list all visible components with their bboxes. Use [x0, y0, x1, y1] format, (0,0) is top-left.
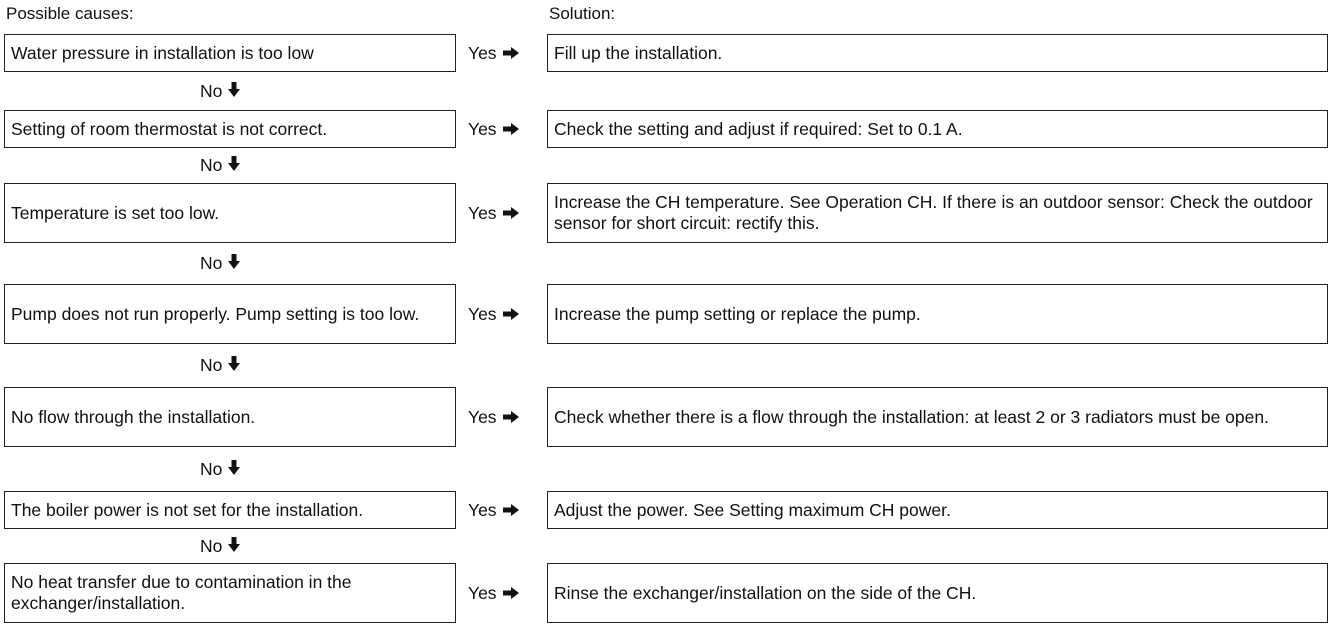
- yes-label: Yes: [468, 202, 497, 223]
- cause-text: Setting of room thermostat is not correct.: [11, 118, 328, 139]
- right-arrow-icon: [503, 203, 519, 224]
- no-connector: [200, 79, 240, 103]
- no-label: No: [200, 458, 223, 479]
- no-label: No: [200, 155, 223, 175]
- yes-label: Yes: [468, 406, 497, 427]
- right-arrow-icon: [503, 304, 519, 325]
- no-label: No: [200, 253, 223, 273]
- solution-text: Adjust the power. See Setting maximum CH power.: [554, 499, 951, 520]
- no-connector: [200, 154, 240, 178]
- solution-text: Increase the pump setting or replace the pump.: [554, 303, 921, 324]
- yes-label: Yes: [468, 303, 497, 324]
- solution-box: [547, 284, 1328, 344]
- solution-box: [547, 563, 1328, 623]
- yes-connector: [468, 491, 538, 529]
- yes-label: Yes: [468, 499, 497, 520]
- solution-text: Increase the CH temperature. See Operation CH. If there is an outdoor sensor: Check the outdoor sensor for short circuit: rectify this.: [554, 192, 1313, 233]
- yes-connector: [468, 563, 538, 623]
- no-connector: [200, 252, 240, 276]
- solution-box: [547, 110, 1328, 148]
- cause-box: [4, 563, 456, 623]
- yes-connector: [468, 34, 538, 72]
- down-arrow-icon: [228, 459, 240, 480]
- yes-label: Yes: [468, 42, 497, 63]
- no-connector: [200, 354, 240, 378]
- right-arrow-icon: [503, 500, 519, 521]
- right-arrow-icon: [503, 119, 519, 140]
- cause-box: [4, 284, 456, 344]
- yes-connector: [468, 183, 538, 243]
- yes-label: Yes: [468, 118, 497, 139]
- solution-box: [547, 387, 1328, 447]
- cause-text: The boiler power is not set for the installation.: [11, 499, 364, 520]
- solution-box: [547, 183, 1328, 243]
- down-arrow-icon: [228, 81, 240, 102]
- cause-box: [4, 34, 456, 72]
- right-arrow-icon: [503, 43, 519, 64]
- down-arrow-icon: [228, 355, 240, 376]
- down-arrow-icon: [228, 253, 240, 274]
- header-solution: Solution:: [549, 4, 616, 23]
- no-label: No: [200, 80, 223, 101]
- right-arrow-icon: [503, 583, 519, 604]
- cause-box: [4, 387, 456, 447]
- header-causes: Possible causes:: [6, 4, 134, 23]
- solution-box: [547, 34, 1328, 72]
- cause-text: No flow through the installation.: [11, 406, 256, 427]
- solution-text: Check whether there is a flow through the installation: at least 2 or 3 radiators must be open.: [554, 406, 1269, 427]
- solution-text: Rinse the exchanger/installation on the side of the CH.: [554, 582, 977, 603]
- yes-connector: [468, 284, 538, 344]
- no-label: No: [200, 535, 223, 556]
- cause-text: Pump does not run properly. Pump setting is too low.: [11, 303, 420, 324]
- cause-box: [4, 110, 456, 148]
- solution-text: Fill up the installation.: [554, 42, 723, 63]
- no-connector: [200, 457, 240, 481]
- yes-connector: [468, 110, 538, 148]
- no-connector: [200, 534, 240, 558]
- solution-box: [547, 491, 1328, 529]
- cause-text: Temperature is set too low.: [11, 202, 220, 223]
- no-label: No: [200, 355, 223, 375]
- cause-box: [4, 491, 456, 529]
- yes-connector: [468, 387, 538, 447]
- cause-text: No heat transfer due to contamination in the exchanger/installation.: [11, 572, 352, 613]
- down-arrow-icon: [228, 155, 240, 176]
- solution-text: Check the setting and adjust if required: Set to 0.1 A.: [554, 118, 963, 139]
- down-arrow-icon: [228, 536, 240, 557]
- right-arrow-icon: [503, 407, 519, 428]
- yes-label: Yes: [468, 582, 497, 603]
- cause-box: [4, 183, 456, 243]
- cause-text: Water pressure in installation is too low: [11, 42, 314, 63]
